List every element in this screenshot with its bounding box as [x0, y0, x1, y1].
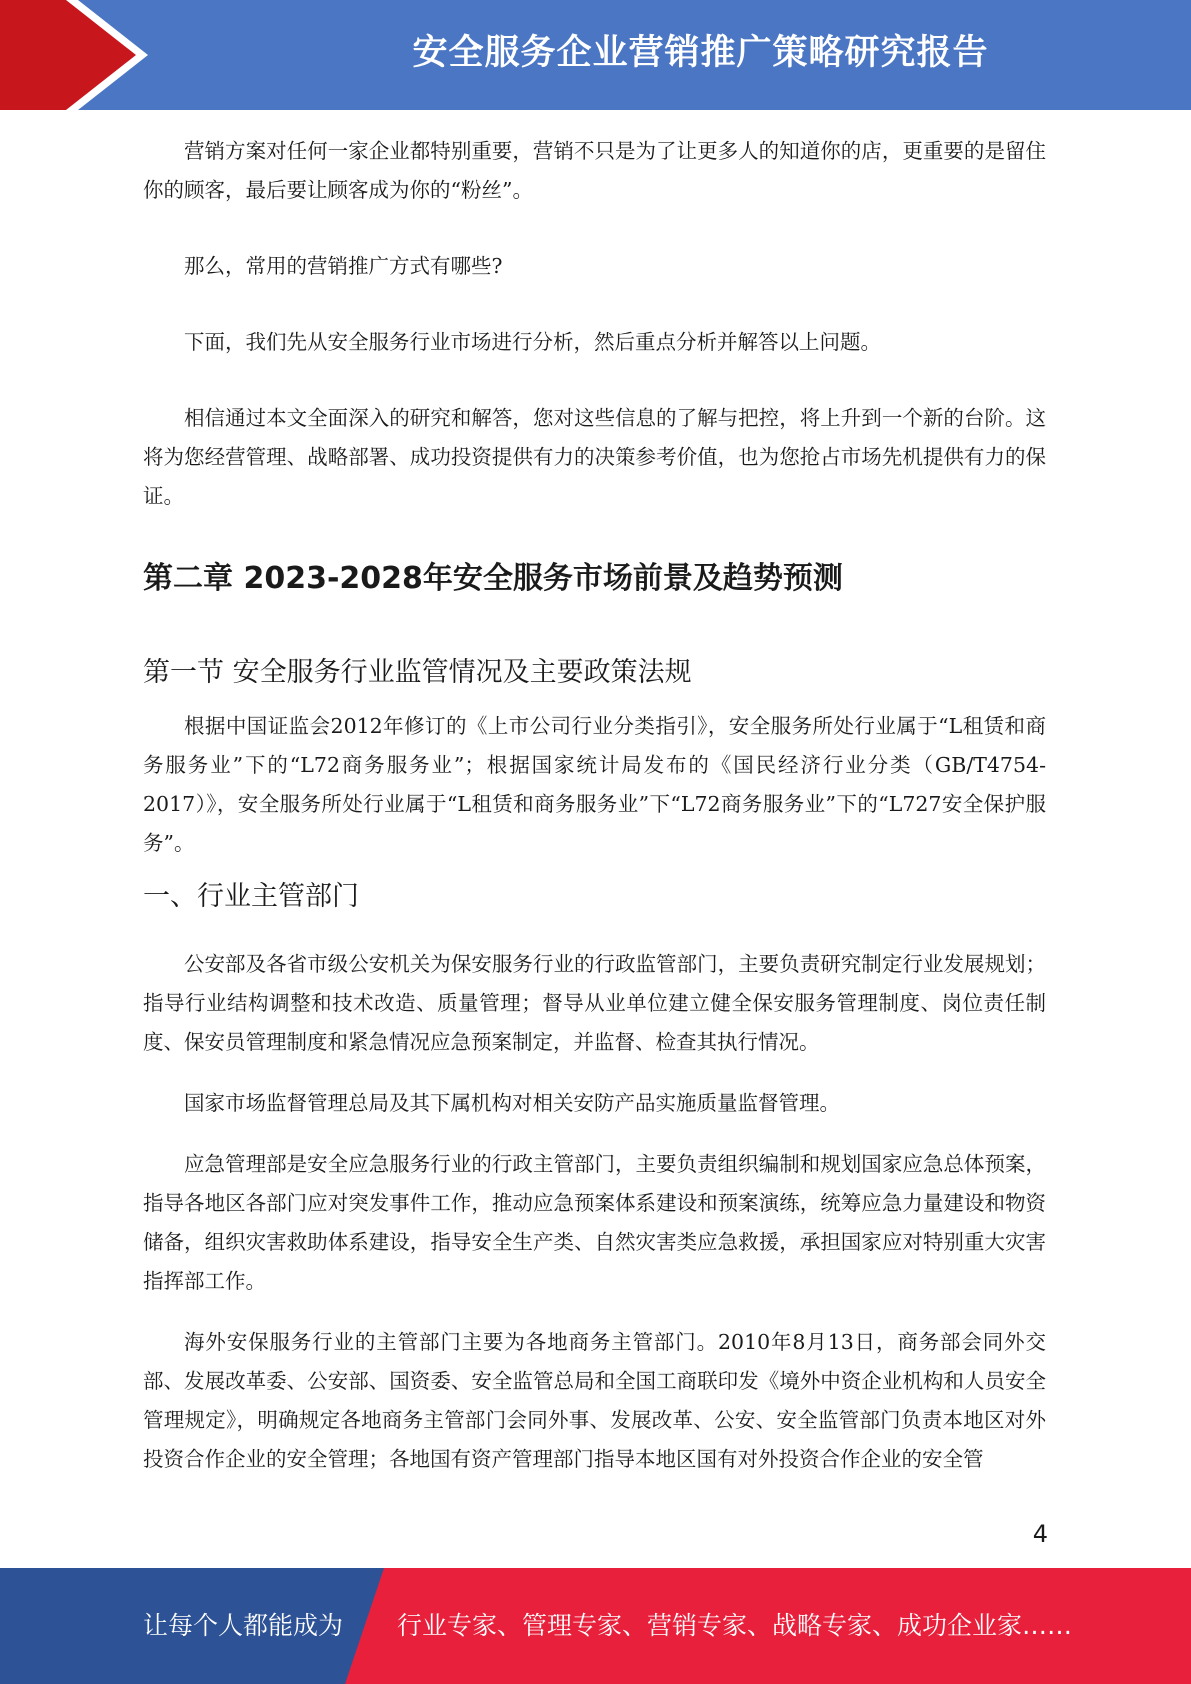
footer-slogan-right: 行业专家、管理专家、营销专家、战略专家、成功企业家……	[397, 1611, 1073, 1640]
intro-paragraph-4: 相信通过本文全面深入的研究和解答，您对这些信息的了解与把控，将上升到一个新的台阶。这将为您经营管理、战略部署、成功投资提供有力的决策参考价值，也为您抢占市场先机提供有力的保证。	[143, 406, 1046, 508]
footer-slogan-left: 让每个人都能成为	[143, 1611, 344, 1640]
chapter-heading: 第二章 2023-2028年安全服务市场前景及趋势预测	[143, 561, 843, 596]
report-title: 安全服务企业营销推广策略研究报告	[412, 33, 989, 73]
page-content	[143, 132, 1046, 1479]
page-header	[0, 0, 1191, 110]
subsection-paragraph-3: 应急管理部是安全应急服务行业的行政主管部门，主要负责组织编制和规划国家应急总体预案，指导各地区各部门应对突发事件工作，推动应急预案体系建设和预案演练，统筹应急力量建设和物资储备，组织灾害救助体系建设，指导安全生产类、自然灾害类应急救援，承担国家应对特别重大灾害指挥部工作。	[143, 1152, 1046, 1293]
subsection-paragraph-1: 公安部及各省市级公安机关为保安服务行业的行政监管部门，主要负责研究制定行业发展规划；指导行业结构调整和技术改造、质量管理；督导从业单位建立健全保安服务管理制度、岗位责任制度、保安员管理制度和紧急情况应急预案制定，并监督、检查其执行情况。	[143, 952, 1046, 1054]
intro-paragraph-3: 下面，我们先从安全服务行业市场进行分析，然后重点分析并解答以上问题。	[184, 330, 881, 354]
intro-paragraph-1: 营销方案对任何一家企业都特别重要，营销不只是为了让更多人的知道你的店，更重要的是留住你的顾客，最后要让顾客成为你的“粉丝”。	[143, 139, 1046, 202]
subsection-heading: 一、行业主管部门	[143, 881, 359, 912]
section-paragraph-1: 根据中国证监会2012年修订的《上市公司行业分类指引》，安全服务所处行业属于“L租赁和商务服务业”下的“L72商务服务业”；根据国家统计局发布的《国民经济行业分类（GB/T4754-2017）》，安全服务所处行业属于“L租赁和商务服务业”下“L72商务服务业”下的“L727安全保护服务”。	[143, 714, 1046, 855]
subsection-paragraph-2: 国家市场监督管理总局及其下属机构对相关安防产品实施质量监督管理。	[184, 1091, 840, 1115]
page-number: 4	[1032, 1520, 1048, 1548]
subsection-paragraph-4: 海外安保服务行业的主管部门主要为各地商务主管部门。2010年8月13日，商务部会同外交部、发展改革委、公安部、国资委、安全监管总局和全国工商联印发《境外中资企业机构和人员安全管理规定》，明确规定各地商务主管部门会同外事、发展改革、公安、安全监管部门负责本地区对外投资合作企业的安全管理；各地国有资产管理部门指导本地区国有对外投资合作企业的安全管	[143, 1330, 1046, 1471]
page-footer	[0, 1568, 1191, 1684]
intro-paragraph-2: 那么，常用的营销推广方式有哪些?	[184, 254, 503, 278]
section-heading: 第一节 安全服务行业监管情况及主要政策法规	[143, 657, 692, 688]
